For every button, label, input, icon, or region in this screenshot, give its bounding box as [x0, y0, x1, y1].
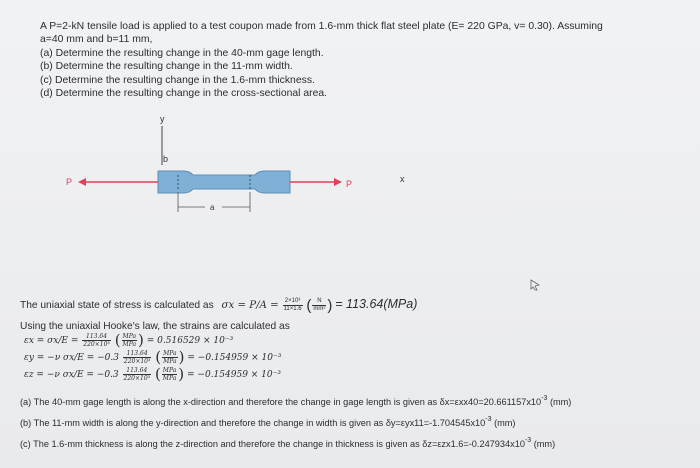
stress-result: = 113.64(MPa): [335, 297, 418, 312]
test-coupon: [158, 171, 290, 193]
problem-line-1: A P=2-kN tensile load is applied to a test coupon made from 1.6-mm thick flat steel plate (E= 220 GPa, v= 0.30). Assuming: [40, 21, 603, 32]
answer-b: (b) The 11-mm width is along the y-direction and therefore the change in width is given as $\delta y=\varepsilon yx11=-1.704545x10^{-3}$ (mm): [20, 416, 516, 428]
strain-y-result: = −0.154959 × 10⁻³: [187, 353, 282, 363]
strain-y-row: εy = −ν σx/E = −0.3 $\frac{113.64}{\text{220×10³}}$ ( $\frac{\text{MPa}}{\text{MPa}}$ ) = −0.154959 × 10⁻³: [24, 348, 282, 366]
answer-a: (a) The 40-mm gage length is along the x-direction and therefore the change in gage length is given as $\delta x=\varepsilon xx40=20.661157x10^{-3}$ (mm): [20, 395, 572, 407]
stress-units: $\frac{N}{\text{mm²}}$: [313, 298, 326, 312]
answer-c: (c) The 1.6-mm thickness is along the z-direction and therefore the change in thickness is given as $\delta z=\varepsilon zx1.6=-0.247934x10^{-3}$ (mm): [20, 437, 556, 449]
problem-line-2: a=40 mm and b=11 mm,: [40, 34, 153, 46]
stress-row: The uniaxial state of stress is calculated as σx = P/A = $\frac{\text{2×10³}}{11\times 1.6}$ ( $\frac{N}{\text{mm²}}$ ) = 113.64(MPa): [20, 297, 418, 314]
question-b: (b) Determine the resulting change in the 11-mm width.: [40, 61, 293, 73]
cursor-icon: [530, 279, 542, 291]
strain-z-row: εz = −ν σx/E = −0.3 $\frac{113.64}{\text{220×10³}}$ ( $\frac{\text{MPa}}{\text{MPa}}$ ) = −0.154959 × 10⁻³: [24, 365, 281, 383]
strain-x-row: εx = σx/E = $\frac{113.64}{\text{220×10³}}$ ( $\frac{\text{MPa}}{\text{MPa}}$ ) = 0.516529 × 10⁻³: [24, 331, 234, 349]
question-c: (c) Determine the resulting change in the 1.6-mm thickness.: [40, 74, 315, 86]
stress-fraction: $\frac{\text{2×10³}}{11\times 1.6}$: [283, 298, 302, 312]
stress-intro: The uniaxial state of stress is calculated as: [20, 300, 214, 312]
b-dimension-label: b: [163, 154, 169, 164]
x-axis-label: x: [400, 174, 405, 184]
strain-z-result: = −0.154959 × 10⁻³: [187, 370, 281, 380]
a-dimension-label: a: [210, 203, 215, 212]
load-label-right: P: [346, 179, 353, 189]
y-axis-label: y: [160, 114, 165, 124]
load-arrowhead-left: [78, 178, 86, 186]
load-arrowhead-right: [334, 178, 342, 186]
hooke-intro: Using the uniaxial Hooke's law, the strains are calculated as: [20, 321, 290, 332]
question-d: (d) Determine the resulting change in the cross-sectional area.: [40, 88, 328, 100]
stress-sigma: σx = P/A =: [221, 300, 279, 312]
strain-x-result: = 0.516529 × 10⁻³: [146, 336, 234, 346]
load-label-left: P: [66, 177, 73, 187]
question-a: (a) Determine the resulting change in the 40-mm gage length.: [40, 47, 324, 59]
